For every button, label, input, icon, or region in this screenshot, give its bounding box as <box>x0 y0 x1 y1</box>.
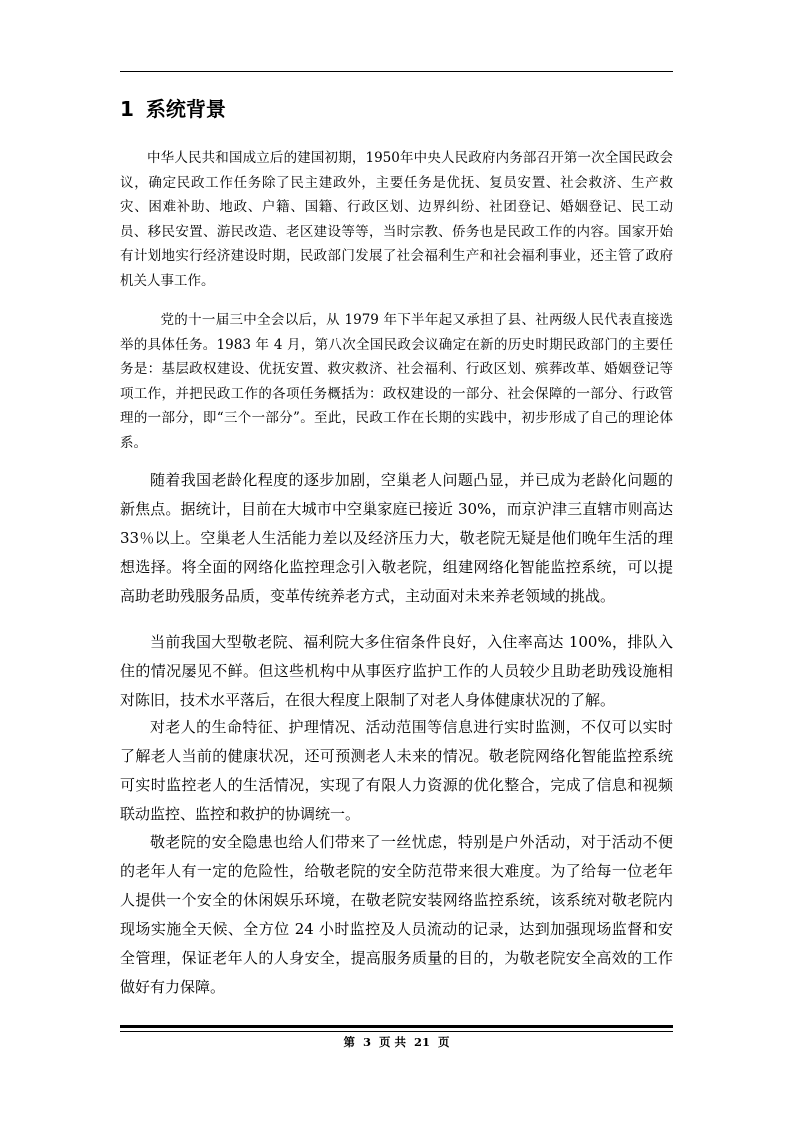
paragraph-aging-background: 随着我国老龄化程度的逐步加剧，空巢老人问题凸显，并已成为老龄化问题的新焦点。据统计，目前在大城市中空巢家庭已接近 30%，而京沪津三直辖市则高达 33％以上。空巢老人生活能力差以及经济压力大，敬老院无疑是他们晚年生活的理想选择。将全面的网络化监控理念引入敬老院，组建网络化智能监控系统，可以提高助老助残服务品质，变革传统养老方式，主动面对未来养老领域的挑战。 <box>120 471 673 605</box>
page-middle: 页 共 <box>378 1035 406 1049</box>
header-rule <box>120 71 673 72</box>
page-suffix: 页 <box>438 1035 450 1049</box>
footer-rule-thin <box>120 1031 673 1032</box>
section-number: 1 <box>120 97 134 121</box>
footer-rule-thick <box>120 1025 673 1028</box>
page-prefix: 第 <box>343 1035 355 1049</box>
page-number <box>0 1034 793 1050</box>
paragraph-monitoring-benefits: 对老人的生命特征、护理情况、活动范围等信息进行实时监测，不仅可以实时了解老人当前的健康状况，还可预测老人未来的情况。敬老院网络化智能监控系统可实时监控老人的生活情况，实现了有限人力资源的优化整合，完成了信息和视频联动监控、监控和救护的协调统一。 <box>120 718 673 823</box>
page-total: 21 <box>414 1035 431 1049</box>
section-title: 系统背景 <box>145 97 226 121</box>
paragraph-nursing-home-status: 当前我国大型敬老院、福利院大多住宿条件良好，入住率高达 100%，排队入住的情况屡见不鲜。但这些机构中从事医疗监护工作的人员较少且助老助残设施相对陈旧，技术水平落后，在很大程度上限制了对老人身体健康状况的了解。 <box>120 633 673 709</box>
paragraph-safety-concerns: 敬老院的安全隐患也给人们带来了一丝忧虑，特别是户外活动，对于活动不便的老年人有一定的危险性，给敬老院的安全防范带来很大难度。为了给每一位老年人提供一个安全的休闲娱乐环境，在敬老院安装网络监控系统，该系统对敬老院内现场实施全天候、全方位 24 小时监控及人员流动的记录，达到加强现场监督和安全管理，保证老年人的人身安全，提高服务质量的目的，为敬老院安全高效的工作做好有力保障。 <box>120 833 673 996</box>
page-current: 3 <box>362 1035 371 1049</box>
section-heading <box>120 95 226 123</box>
paragraph-history-early: 中华人民共和国成立后的建国初期，1950年中央人民政府内务部召开第一次全国民政会议，确定民政工作任务除了民主建政外，主要任务是优抚、复员安置、社会救济、生产救灾、困难补助、地政、户籍、国籍、行政区划、边界纠纷、社团登记、婚姻登记、民工动员、移民安置、游民改造、老区建设等等，当时宗教、侨务也是民政工作的内容。国家开始有计划地实行经济建设时期，民政部门发展了社会福利生产和社会福利事业，还主管了政府机关人事工作。 <box>120 150 673 289</box>
paragraph-history-reform: 党的十一届三中全会以后，从 1979 年下半年起又承担了县、社两级人民代表直接选举的具体任务。1983 年 4 月，第八次全国民政会议确定在新的历史时期民政部门的主要任务是：基层政权建设、优抚安置、救灾救济、社会福利、行政区划、殡葬改革、婚姻登记等项工作，并把民政工作的各项任务概括为：政权建设的一部分、社会保障的一部分、行政管理的一部分，即“三个一部分”。至此，民政工作在长期的实践中，初步形成了自己的理论体系。 <box>120 312 673 451</box>
